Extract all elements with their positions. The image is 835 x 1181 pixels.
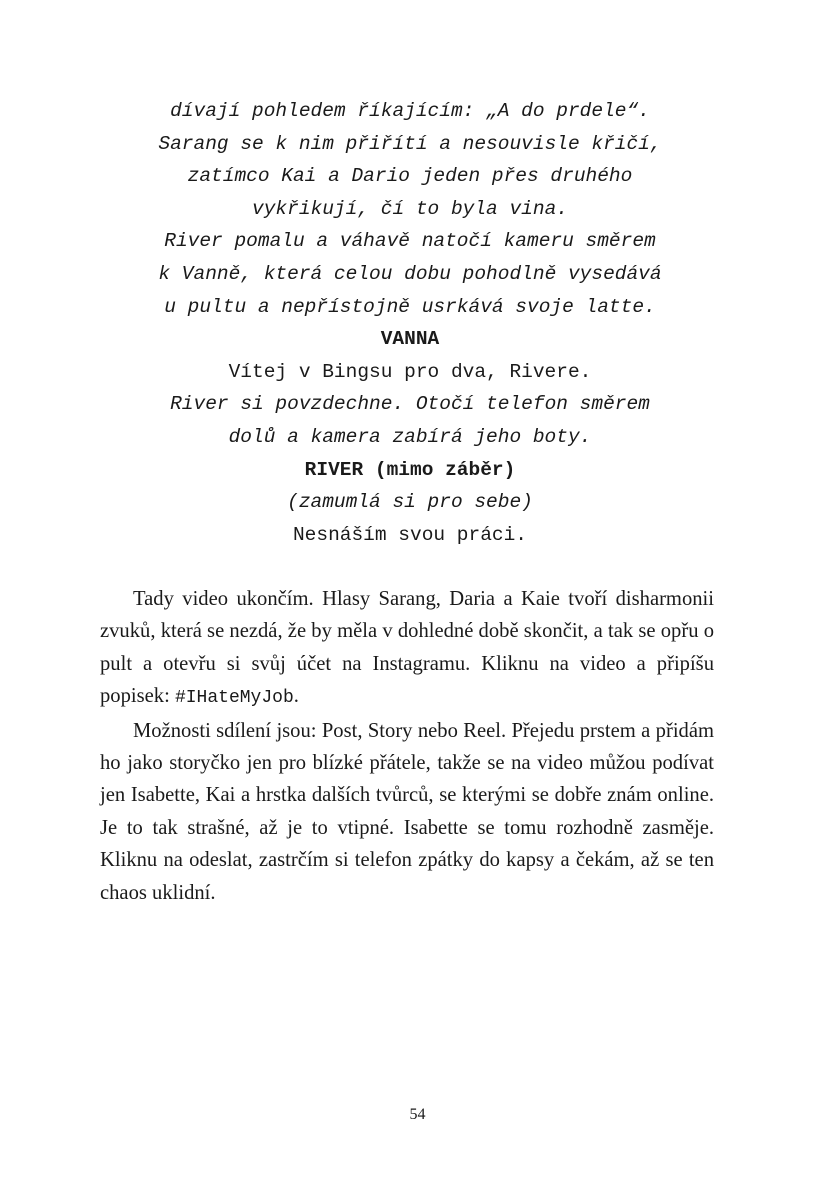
action-line: Sarang se k nim přiřítí a nesouvisle křičí, <box>158 132 662 155</box>
paragraph-text: Tady video ukončím. Hlasy Sarang, Daria a Kaie tvoří disharmonii zvuků, která se nezdá, že by měla v dohledné době skončit, a tak se opřu o pult a otevřu si svůj účet na Instagramu. Kliknu na video a připíšu popisek: <box>100 588 714 708</box>
paragraph-end: . <box>293 685 299 708</box>
action-line: zatímco Kai a Dario jeden přes druhého <box>187 165 633 188</box>
action-line: u pultu a nepřístojně usrkává svoje latte. <box>164 295 656 318</box>
action-line: vykřikují, čí to byla vina. <box>252 197 568 220</box>
character-name-vanna: VANNA <box>380 328 440 351</box>
hashtag: #IHateMyJob <box>174 688 294 709</box>
paragraph: Možnosti sdílení jsou: Post, Story nebo Reel. Přejedu prstem a přidám ho jako storyčko jen pro blízké přátele, takže se na video můžou podívat jen Isabette, Kai a hrstka dalších tvůrců, se kterými se dobře znám online. Je to tak strašné, až je to vtipné. Isabette se tomu rozhodně zasměje. Kliknu na odeslat, zastrčím si telefon zpátky do kapsy a čekám, až se ten chaos uklidní. <box>100 719 714 904</box>
action-line: River si povzdechne. Otočí telefon směrem <box>170 393 650 416</box>
dialogue-line: Vítej v Bingsu pro dva, Rivere. <box>228 360 592 383</box>
action-line: k Vanně, která celou dobu pohodlně vysedává <box>158 262 662 285</box>
paragraph <box>100 583 714 715</box>
page-number: 54 <box>409 1106 426 1123</box>
action-line: River pomalu a váhavě natočí kameru směrem <box>164 230 656 253</box>
action-line: dívají pohledem říkajícím: „A do prdele“. <box>170 100 650 122</box>
screenplay-excerpt <box>100 95 720 551</box>
parenthetical: (zamumlá si pro sebe) <box>287 491 533 514</box>
character-name-river: RIVER (mimo záběr) <box>304 458 516 481</box>
dialogue-line: Nesnáším svou práci. <box>292 523 528 546</box>
action-line: dolů a kamera zabírá jeho boty. <box>228 425 592 448</box>
prose-body <box>100 583 714 909</box>
